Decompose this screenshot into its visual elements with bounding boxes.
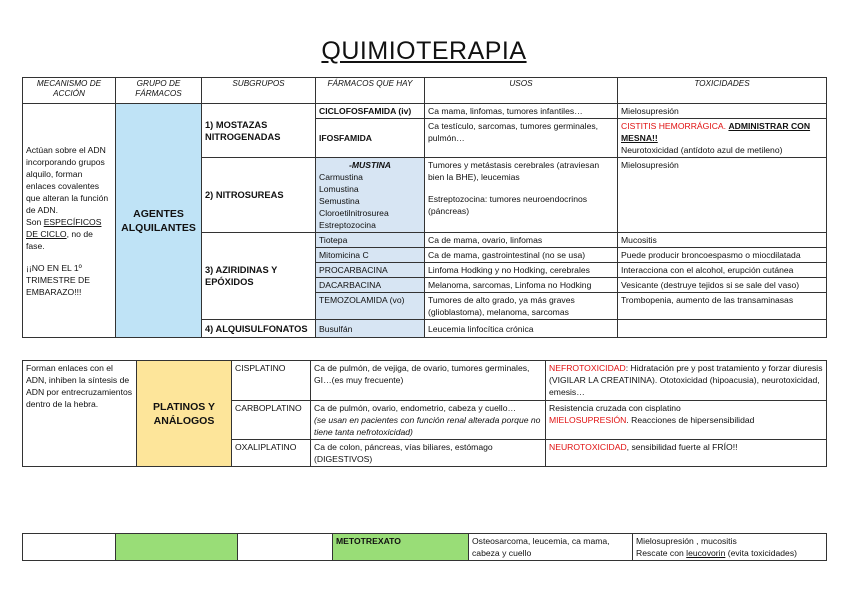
toxicity-cell [546,440,827,467]
use-cell: Melanoma, sarcomas, Linfoma no Hodking [425,278,618,293]
drug-item: Semustina [319,196,360,206]
subgroup-aziridinas: 3) AZIRIDINAS Y EPÓXIDOS [202,233,316,320]
header-row [23,78,827,104]
toxicity-cell [618,119,827,158]
toxicity-rescue-pre: Rescate con [636,548,687,558]
use-cell: Leucemia linfocítica crónica [425,320,618,338]
drug-family-head: -MUSTINA [348,160,391,170]
drug-cell: Mitomicina C [316,248,425,263]
use-cell [311,401,546,440]
toxicity-cell: Mielosupresión [618,104,827,119]
toxicity-cell: Interacciona con el alcohol, erupción cutánea [618,263,827,278]
use-cell: Ca de mama, ovario, linfomas [425,233,618,248]
header-uses: USOS [425,78,618,104]
drug-item: Cloroetilnitrosurea [319,208,389,218]
group-label: AGENTES ALQUILANTES [121,207,196,234]
drug-cell: CISPLATINO [232,361,311,401]
table-row [23,534,827,561]
subgroup-cell [238,534,333,561]
drug-item: Lomustina [319,184,359,194]
use-cell: Ca de mama, gastrointestinal (no se usa) [425,248,618,263]
toxicity-red: CISTITIS HEMORRÁGICA. [621,121,727,131]
drug-item: Estreptozocina [319,220,376,230]
toxicity-cell: Mielosupresión [618,158,827,233]
group-cell [137,361,232,467]
alkylating-agents-table [22,77,827,338]
mechanism-cycle [26,216,112,252]
toxicity-text: . Reacciones de hipersensibilidad [626,415,755,425]
drug-cell: Busulfán [316,320,425,338]
toxicity-cell: Vesicante (destruye tejidos si se sale del vaso) [618,278,827,293]
toxicity-text: , sensibilidad fuerte al FRÍO!! [626,442,738,452]
mechanism-cell: Forman enlaces con el ADN, inhiben la síntesis de ADN por entrecruzamientos dentro de la hebra. [23,361,137,467]
use-text: Tumores y metástasis cerebrales (atraviesan bien la BHE), leucemias [428,160,600,182]
toxicity-rescue [636,547,823,559]
group-cell [116,534,238,561]
toxicity-text: : Hidratación pre y post tratamiento y forzar diuresis (VIGILAR LA CREATININA). Ototoxicidad (hipoacusia), neurotoxicidad, emesis… [549,363,823,397]
use-note: (se usan en pacientes con función renal alterada porque no tiene tanta nefrotoxicidad) [314,415,541,437]
toxicity-rescue-post: (evita toxicidades) [725,548,797,558]
header-drugs: FÁRMACOS QUE HAY [316,78,425,104]
subgroup-nitrosureas: 2) NITROSUREAS [202,158,316,233]
pregnancy-warning: ¡¡NO EN EL 1º TRIMESTRE DE EMBARAZO!!! [26,262,90,297]
table-row [23,104,827,119]
drug-item: Carmustina [319,172,363,182]
header-subgroups: SUBGRUPOS [202,78,316,104]
toxicity-cell [546,361,827,401]
mechanism-cell [23,534,116,561]
platinum-table [22,360,827,467]
use-cell [425,158,618,233]
subgroup-alquisulfonatos: 4) ALQUISULFONATOS [202,320,316,338]
mechanism-cell [23,104,116,338]
use-cell: Osteosarcoma, leucemia, ca mama, cabeza y cuello [469,534,633,561]
drug-cell [316,158,425,233]
toxicity-cell [546,401,827,440]
drug-cell: TEMOZOLAMIDA (vo) [316,293,425,320]
use-text: Estreptozocina: tumores neuroendocrinos (páncreas) [428,194,588,216]
header-toxicities: TOXICIDADES [618,78,827,104]
toxicity-red: NEFROTOXICIDAD [549,363,626,373]
group-label: PLATINOS Y ANÁLOGOS [152,400,216,427]
mechanism-cycle-pre: Son [26,216,44,227]
use-cell: Tumores de alto grado, ya más graves (glioblastoma), melanoma, sarcomas [425,293,618,320]
mechanism-cycle-post: , no de fase. [26,228,93,251]
toxicity-cell: Puede producir broncoespasmo o miocdilatada [618,248,827,263]
use-cell: Ca mama, linfomas, tumores infantiles… [425,104,618,119]
drug-cell: PROCARBACINA [316,263,425,278]
table-row [23,361,827,401]
header-group: GRUPO DE FÁRMACOS [116,78,202,104]
drug-cell: DACARBACINA [316,278,425,293]
antimetabolite-table [22,533,827,561]
toxicity-cell [633,534,827,561]
toxicity-red: NEUROTOXICIDAD [549,442,627,452]
drug-cell: IFOSFAMIDA [316,119,425,158]
mechanism-cycle-specific: ESPECÍFICOS DE CICLO [26,216,102,239]
toxicity-leucovorin: leucovorin [686,548,726,558]
toxicity-cell: Mucositis [618,233,827,248]
use-text: Ca de pulmón, ovario, endometrio, cabeza y cuello… [314,403,517,413]
use-cell: Ca testículo, sarcomas, tumores germinales, pulmón… [425,119,618,158]
drug-cell: OXALIPLATINO [232,440,311,467]
drug-cell: Tiotepa [316,233,425,248]
toxicity-text: Resistencia cruzada con cisplatino [549,403,681,413]
drug-cell: CICLOFOSFAMIDA (iv) [316,104,425,119]
subgroup-mostazas: 1) MOSTAZAS NITROGENADAS [202,104,316,158]
drug-cell: CARBOPLATINO [232,401,311,440]
toxicity-mesna: ADMINISTRAR CON MESNA!! [621,121,811,143]
toxicity-red: MIELOSUPRESIÓN [549,415,627,425]
group-cell [116,104,202,338]
use-cell: Linfoma Hodking y no Hodking, cerebrales [425,263,618,278]
mechanism-text: Actúan sobre el ADN incorporando grupos alquilo, forman enlaces covalentes que alteran la función de ADN. [26,144,109,215]
toxicity-text: Mielosupresión , mucositis [636,536,737,546]
toxicity-extra: Neurotoxicidad (antídoto azul de metileno) [621,145,783,155]
header-mechanism: MECANISMO DE ACCIÓN [23,78,116,104]
use-cell: Ca de pulmón, de vejiga, de ovario, tumores germinales, GI…(es muy frecuente) [311,361,546,401]
use-cell: Ca de colon, páncreas, vías biliares, estómago (DIGESTIVOS) [311,440,546,467]
toxicity-cell: Trombopenia, aumento de las transaminasas [618,293,827,320]
page-title: QUIMIOTERAPIA [321,37,527,65]
drug-cell: METOTREXATO [333,534,469,561]
toxicity-cell [618,320,827,338]
